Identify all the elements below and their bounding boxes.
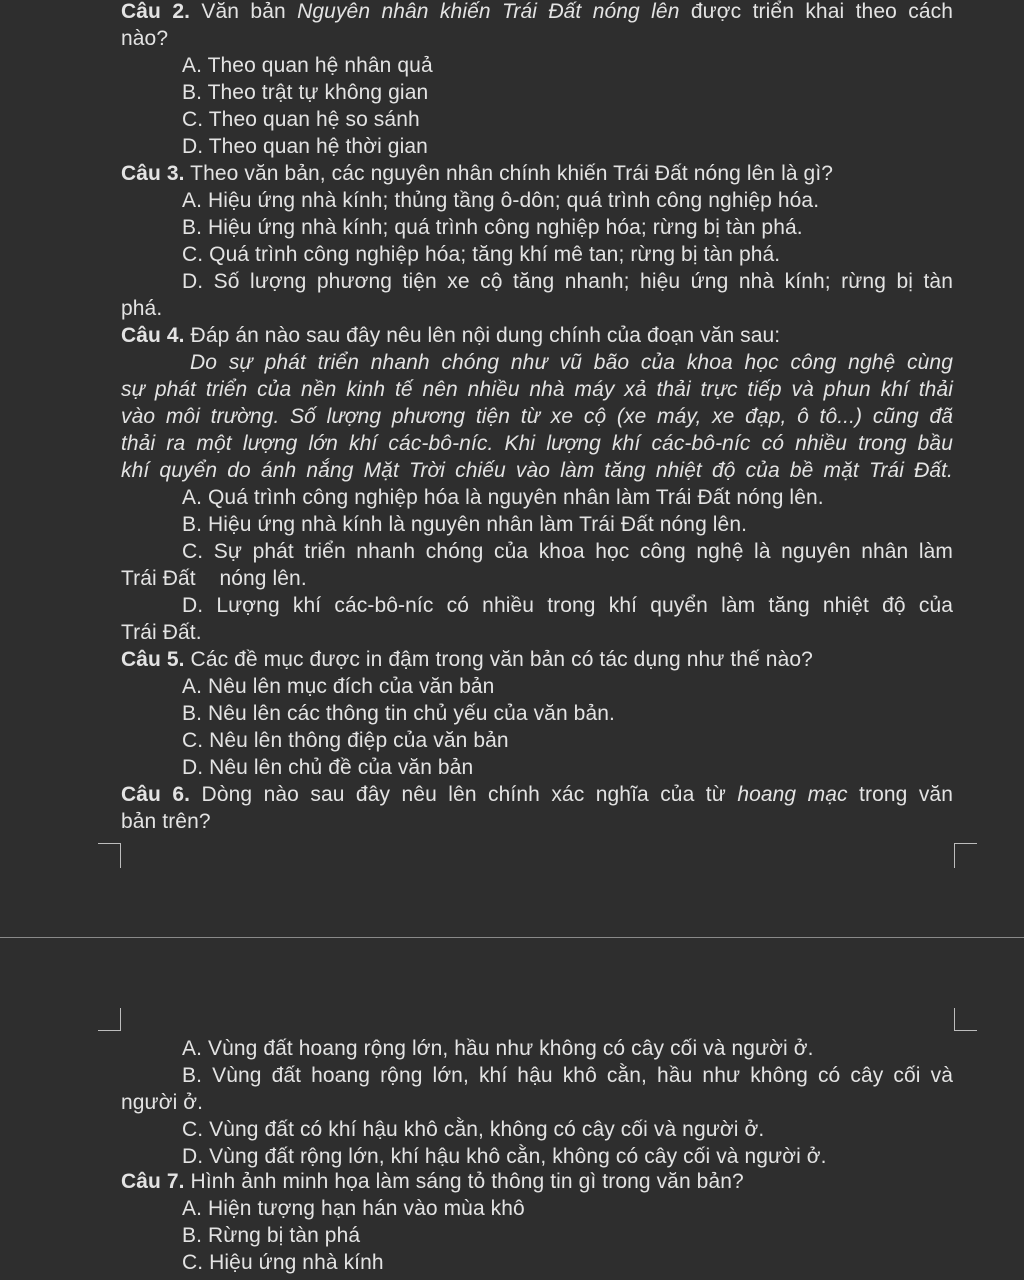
q3-option-d-cont: phá. xyxy=(121,297,163,320)
passage-line-2: sự phát triển của nền kinh tế nên nhiều nhà máy xả thải trực tiếp và phun khí thải xyxy=(121,378,953,401)
question-7-label: Câu 7. xyxy=(121,1170,185,1193)
q7-option-a: A. Hiện tượng hạn hán vào mùa khô xyxy=(182,1197,525,1220)
q2-option-a: A. Theo quan hệ nhân quả xyxy=(182,54,433,77)
question-6-text-a: Dòng nào sau đây nêu lên chính xác nghĩa của từ xyxy=(190,783,738,806)
q6-option-a: A. Vùng đất hoang rộng lớn, hầu như không có cây cối và người ở. xyxy=(182,1037,814,1060)
passage-line-3: vào môi trường. Số lượng phương tiện từ xe cộ (xe máy, xe đạp, ô tô...) cũng đã xyxy=(121,405,953,428)
q3-option-c: C. Quá trình công nghiệp hóa; tăng khí mê tan; rừng bị tàn phá. xyxy=(182,243,781,266)
question-6-label: Câu 6. xyxy=(121,783,191,806)
q5-option-c: C. Nêu lên thông điệp của văn bản xyxy=(182,729,509,752)
question-6 xyxy=(121,781,953,808)
question-5-text: Các đề mục được in đậm trong văn bản có tác dụng như thế nào? xyxy=(184,648,813,671)
q3-option-b: B. Hiệu ứng nhà kính; quá trình công nghiệp hóa; rừng bị tàn phá. xyxy=(182,216,803,239)
question-6-text-b: trong văn xyxy=(847,783,953,806)
question-6-term: hoang mạc xyxy=(737,783,848,806)
q2-option-c: C. Theo quan hệ so sánh xyxy=(182,108,420,131)
page-corner-bottom-right xyxy=(954,1008,977,1031)
q7-option-c: C. Hiệu ứng nhà kính xyxy=(182,1251,384,1274)
passage-line-1: Do sự phát triển nhanh chóng như vũ bão của khoa học công nghệ cùng xyxy=(190,351,953,374)
question-7-text: Hình ảnh minh họa làm sáng tỏ thông tin gì trong văn bản? xyxy=(184,1170,744,1193)
q4-option-d-cont: Trái Đất. xyxy=(121,621,202,644)
page-corner-bottom-left xyxy=(98,1008,121,1031)
q6-option-b-cont: người ở. xyxy=(121,1091,204,1114)
question-2-text-cont: nào? xyxy=(121,27,169,50)
question-3-text: Theo văn bản, các nguyên nhân chính khiến Trái Đất nóng lên là gì? xyxy=(184,162,834,185)
question-3-label: Câu 3. xyxy=(121,162,185,185)
q5-option-a: A. Nêu lên mục đích của văn bản xyxy=(182,675,495,698)
q5-option-d: D. Nêu lên chủ đề của văn bản xyxy=(182,756,474,779)
q4-option-c-cont: Trái Đất nóng lên. xyxy=(121,567,307,590)
q3-option-d: D. Số lượng phương tiện xe cộ tăng nhanh; hiệu ứng nhà kính; rừng bị tàn xyxy=(182,270,953,293)
q3-option-a: A. Hiệu ứng nhà kính; thủng tầng ô-dôn; quá trình công nghiệp hóa. xyxy=(182,189,820,212)
page-corner-top-right xyxy=(954,843,977,868)
q4-option-d: D. Lượng khí các-bô-níc có nhiều trong khí quyển làm tăng nhiệt độ của xyxy=(182,594,953,617)
question-6-text-cont: bản trên? xyxy=(121,810,211,833)
q2-option-d: D. Theo quan hệ thời gian xyxy=(182,135,428,158)
question-5 xyxy=(121,646,953,673)
q4-option-c: C. Sự phát triển nhanh chóng của khoa học công nghệ là nguyên nhân làm xyxy=(182,540,953,563)
question-2-title: Nguyên nhân khiến Trái Đất nóng lên xyxy=(297,0,680,23)
q6-option-c: C. Vùng đất có khí hậu khô cằn, không có cây cối và người ở. xyxy=(182,1118,765,1141)
q4-option-a: A. Quá trình công nghiệp hóa là nguyên nhân làm Trái Đất nóng lên. xyxy=(182,486,824,509)
question-2 xyxy=(121,0,953,25)
q7-option-b: B. Rừng bị tàn phá xyxy=(182,1224,361,1247)
question-4-label: Câu 4. xyxy=(121,324,185,347)
question-7 xyxy=(121,1168,953,1195)
q6-option-b: B. Vùng đất hoang rộng lớn, khí hậu khô cằn, hầu như không có cây cối và xyxy=(182,1064,953,1087)
page-divider xyxy=(0,937,1024,938)
question-2-label: Câu 2. xyxy=(121,0,191,23)
q2-option-b: B. Theo trật tự không gian xyxy=(182,81,429,104)
question-4-text: Đáp án nào sau đây nêu lên nội dung chính của đoạn văn sau: xyxy=(184,324,781,347)
passage-line-4: thải ra một lượng lớn khí các-bô-níc. Khi lượng khí các-bô-níc có nhiều trong bầu xyxy=(121,432,953,455)
q4-option-b: B. Hiệu ứng nhà kính là nguyên nhân làm Trái Đất nóng lên. xyxy=(182,513,748,536)
passage-line-5: khí quyển do ánh nắng Mặt Trời chiếu vào làm tăng nhiệt độ của bề mặt Trái Đất. xyxy=(121,459,953,482)
question-3 xyxy=(121,160,953,187)
q5-option-b: B. Nêu lên các thông tin chủ yếu của văn bản. xyxy=(182,702,615,725)
q6-option-d: D. Vùng đất rộng lớn, khí hậu khô cằn, không có cây cối và người ở. xyxy=(182,1145,827,1168)
question-4 xyxy=(121,322,953,349)
question-2-text-b: được triển khai theo cách xyxy=(679,0,953,23)
page-corner-top-left xyxy=(98,843,121,868)
question-5-label: Câu 5. xyxy=(121,648,185,671)
question-2-text-a: Văn bản xyxy=(190,0,298,23)
